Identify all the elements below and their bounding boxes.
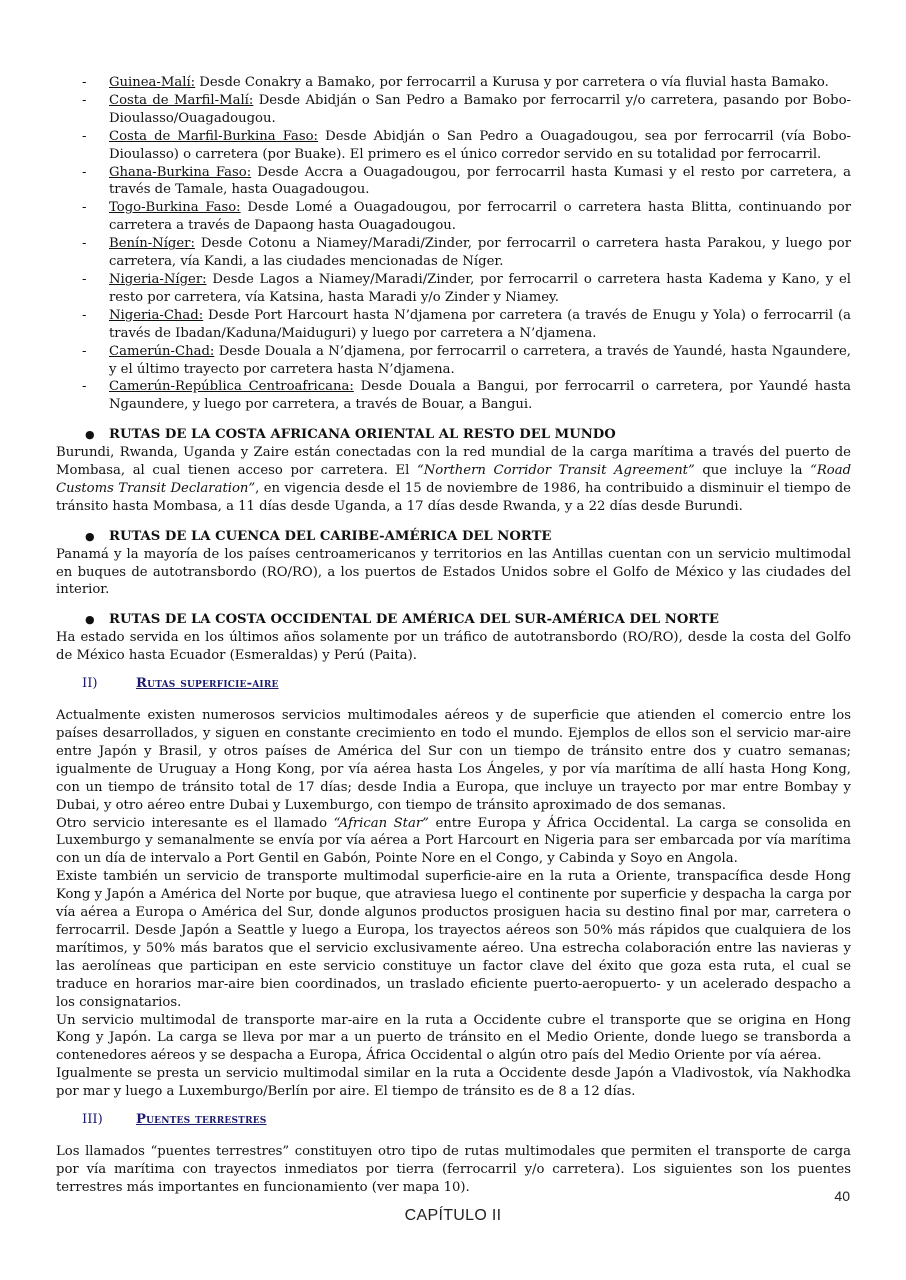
corridor-name: Costa de Marfil-Malí: bbox=[109, 92, 254, 108]
section-title: Rutas superficie-aire bbox=[136, 676, 279, 692]
list-item: - Guinea-Malí: Desde Conakry a Bamako, por ferrocarril a Kurusa y por carretera o vía fluvial hasta Bamako. bbox=[82, 75, 829, 90]
corridor-description: Desde Accra a Ouagadougou, por ferrocarril hasta Kumasi y el resto por carretera, a través de Tamale, hasta Ouagadougou. bbox=[109, 164, 851, 198]
list-item: - Nigeria-Chad: Desde Port Harcourt hasta N’djamena por carretera (a través de Enugu y Yola) o ferrocarril (a través de Ibadan/Kaduna/Maiduguri) y luego por carretera a N’djamena. bbox=[82, 307, 851, 341]
agreement-name: “Northern Corridor Transit Agreement” bbox=[416, 463, 695, 479]
paragraph bbox=[56, 815, 851, 869]
paragraph: Un servicio multimodal de transporte mar-aire en la ruta a Occidente cubre el transporte que se origina en Hong Kong y Japón. La carga se lleva por mar a un puerto de tránsito en el Medio Oriente, donde luego se transborda a contenedores aéreos y se despacha a Europa, África Occidental o algún otro país del Medio Oriente por vía aérea. bbox=[56, 1012, 851, 1064]
section-2-heading bbox=[56, 675, 851, 695]
heading-text: RUTAS DE LA COSTA OCCIDENTAL DE AMÉRICA DEL SUR-AMÉRICA DEL NORTE bbox=[109, 612, 719, 628]
heading-text: RUTAS DE LA CUENCA DEL CARIBE-AMÉRICA DEL NORTE bbox=[109, 528, 552, 544]
corridor-description: Desde Douala a Bangui, por ferrocarril o carretera, por Yaundé hasta Ngaundere, y luego por carretera, a través de Bouar, a Bangui. bbox=[109, 379, 851, 413]
corridor-description: Desde Lomé a Ouagadougou, por ferrocarril o carretera hasta Blitta, continuando por carretera a través de Dapaong hasta Ouagadougou. bbox=[109, 200, 851, 234]
text-run: que incluye la bbox=[694, 463, 811, 479]
bullet-icon: ● bbox=[85, 613, 95, 627]
service-name: “African Star” bbox=[333, 815, 429, 831]
corridor-name: Nigeria-Chad: bbox=[109, 307, 204, 323]
corridor-name: Camerún-Chad: bbox=[109, 343, 215, 359]
corridor-name: Togo-Burkina Faso: bbox=[109, 200, 241, 216]
paragraph: Actualmente existen numerosos servicios multimodales aéreos y de superficie que atienden el comercio entre los países desarrollados, y siguen en constante crecimiento en todo el mundo. Ejemplos de ellos son el servicio mar-aire entre Japón y Brasil, y otros países de América del Sur con un tiempo de tránsito entre dos y cuatro semanas; igualmente de Uruguay a Hong Kong, por vía aérea hasta Los Ángeles, y por vía marítima de allí hasta Hong Kong, con un tiempo de tránsito total de 17 días; desde India a Europa, que incluye un trayecto por mar entre Bombay y Dubai, y otro aéreo entre Dubai y Luxemburgo, con tiempo de tránsito aproximado de dos semanas. bbox=[56, 708, 851, 813]
corridor-name: Nigeria-Níger: bbox=[109, 271, 207, 287]
caribbean-heading bbox=[56, 528, 851, 546]
paragraph: Existe también un servicio de transporte multimodal superficie-aire en la ruta a Oriente, transpacífica desde Hong Kong y Japón a América del Norte por buque, que atraviesa luego el continente por superficie y despacha la carga por vía aérea a Europa o América del Sur, donde algunos productos prosiguen hacia su destino final por mar, carretera o ferrocarril. Desde Japón a Seattle y luego a Europa, los trayectos aéreos son 50% más rápidos que cualquiera de los marítimos, y 50% más baratos que el servicio exclusivamente aéreo. Una estrecha colaboración entre las navieras y las aerolíneas que participan en este servicio constituye un factor clave del éxito que goza esta ruta, el cual se traduce en horarios mar-aire bien coordinados, un traslado eficiente puerto-aeropuerto- y un acelerado despacho a los consignatarios. bbox=[56, 869, 851, 1010]
east-africa-heading bbox=[56, 426, 851, 444]
section-number: III) bbox=[82, 1112, 103, 1128]
text-run: , en vigencia desde el 15 de noviembre de 1986, ha contribuido a disminuir el tiempo de tránsito hasta Mombasa, a 11 días desde Uganda, a 17 días desde Rwanda, y a 22 días desde Burundi. bbox=[56, 480, 851, 514]
west-south-america-heading bbox=[56, 611, 851, 629]
paragraph: Igualmente se presta un servicio multimodal similar en la ruta a Occidente desde Japón a Vladivostok, vía Nakhodka por mar y luego a Luxemburgo/Berlín por aire. El tiempo de tránsito es de 8 a 12 días. bbox=[56, 1066, 851, 1100]
corridor-name: Ghana-Burkina Faso: bbox=[109, 164, 252, 180]
section-title: Puentes terrestres bbox=[136, 1112, 267, 1128]
chapter-footer: CAPÍTULO II bbox=[404, 1207, 502, 1224]
section-number: II) bbox=[82, 676, 98, 692]
corridor-description: Desde Abidján o San Pedro a Bamako por ferrocarril y/o carretera, pasando por Bobo-Dioulasso/Ouagadougou. bbox=[109, 92, 851, 126]
declaration-name: “Road Customs Transit Declaration” bbox=[56, 463, 852, 496]
east-africa-paragraph bbox=[56, 444, 851, 516]
corridor-description: Desde Conakry a Bamako, por ferrocarril a Kurusa y por carretera o vía fluvial hasta Bamako. bbox=[195, 75, 829, 90]
list-item: - Camerún-Chad: Desde Douala a N’djamena, por ferrocarril o carretera, a través de Yaundé, hasta Ngaundere, y el último trayecto por carretera hasta N’djamena. bbox=[82, 343, 851, 377]
list-item: - Togo-Burkina Faso: Desde Lomé a Ouagadougou, por ferrocarril o carretera hasta Blitta, continuando por carretera a través de Dapaong hasta Ouagadougou. bbox=[82, 200, 851, 234]
text-run: Otro servicio interesante es el llamado bbox=[56, 815, 334, 831]
caribbean-paragraph: Panamá y la mayoría de los países centroamericanos y territorios en las Antillas cuentan con un servicio multimodal en buques de autotransbordo (RO/RO), a los puertos de Estados Unidos sobre el Golfo de México y las ciudades del interior. bbox=[56, 546, 851, 598]
text-run: Burundi, Rwanda, Uganda y Zaire están conectadas con la red mundial de la carga marítima a través del puerto de Mombasa, al cual tienen acceso por carretera. El bbox=[56, 445, 851, 479]
list-item: - Nigeria-Níger: Desde Lagos a Niamey/Maradi/Zinder, por ferrocarril o carretera hasta Kadema y Kano, y el resto por carretera, vía Katsina, hasta Maradi y/o Zinder y Niamey. bbox=[82, 271, 851, 305]
west-south-america-paragraph: Ha estado servida en los últimos años solamente por un tráfico de autotransbordo (RO/RO), desde la costa del Golfo de México hasta Ecuador (Esmeraldas) y Perú (Paita). bbox=[56, 630, 851, 664]
list-item: - Costa de Marfil-Burkina Faso: Desde Abidján o San Pedro a Ouagadougou, sea por ferrocarril (vía Bobo-Dioulasso) o carretera (por Buake). El primero es el único corredor servido en su totalidad por ferrocarril. bbox=[82, 128, 851, 162]
corridor-description: Desde Cotonu a Niamey/Maradi/Zinder, por ferrocarril o carretera hasta Parakou, y luego por carretera, vía Kandi, a las ciudades mencionadas de Níger. bbox=[109, 236, 851, 270]
corridor-name: Guinea-Malí: bbox=[109, 75, 196, 90]
list-item: - Costa de Marfil-Malí: Desde Abidján o San Pedro a Bamako por ferrocarril y/o carretera, pasando por Bobo-Dioulasso/Ouagadougou. bbox=[82, 92, 851, 126]
corridor-description: Desde Port Harcourt hasta N’djamena por carretera (a través de Enugu y Yola) o ferrocarril (a través de Ibadan/Kaduna/Maiduguri) y luego por carretera a N’djamena. bbox=[109, 307, 851, 341]
bullet-icon: ● bbox=[85, 529, 95, 543]
corridor-name: Camerún-República Centroafricana: bbox=[109, 379, 354, 395]
heading-text: RUTAS DE LA COSTA AFRICANA ORIENTAL AL RESTO DEL MUNDO bbox=[109, 427, 616, 443]
list-item: - Camerún-República Centroafricana: Desde Douala a Bangui, por ferrocarril o carretera, por Yaundé hasta Ngaundere, y luego por carretera, a través de Bouar, a Bangui. bbox=[82, 379, 851, 413]
corridor-description: Desde Lagos a Niamey/Maradi/Zinder, por ferrocarril o carretera hasta Kadema y Kano, y el resto por carretera, vía Katsina, hasta Maradi y/o Zinder y Niamey. bbox=[109, 271, 851, 305]
list-item: - Ghana-Burkina Faso: Desde Accra a Ouagadougou, por ferrocarril hasta Kumasi y el resto por carretera, a través de Tamale, hasta Ouagadougou. bbox=[82, 164, 851, 198]
corridor-description: Desde Abidján o San Pedro a Ouagadougou, sea por ferrocarril (vía Bobo-Dioulasso) o carretera (por Buake). El primero es el único corredor servido en su totalidad por ferrocarril. bbox=[109, 128, 851, 162]
list-item: - Benín-Níger: Desde Cotonu a Niamey/Maradi/Zinder, por ferrocarril o carretera hasta Parakou, y luego por carretera, vía Kandi, a las ciudades mencionadas de Níger. bbox=[82, 236, 851, 270]
corridor-list bbox=[56, 74, 851, 414]
text-run: entre Europa y África Occidental. La carga se consolida en Luxemburgo y semanalmente se envía por vía aérea a Port Harcourt en Nigeria para ser embarcada por vía marítima con un día de intervalo a Port Gentil en Gabón, Pointe Nore en el Congo, y Cabinda y Soyo en Angola. bbox=[56, 815, 851, 867]
corridor-description: Desde Douala a N’djamena, por ferrocarril o carretera, a través de Yaundé, hasta Ngaundere, y el último trayecto por carretera hasta N’djamena. bbox=[109, 343, 851, 377]
section-3-heading bbox=[56, 1111, 851, 1131]
corridor-name: Benín-Níger: bbox=[109, 236, 195, 252]
corridor-name: Costa de Marfil-Burkina Faso: bbox=[109, 128, 319, 144]
bullet-icon: ● bbox=[85, 428, 95, 442]
paragraph: Los llamados “puentes terrestres” constituyen otro tipo de rutas multimodales que permiten el transporte de carga por vía marítima con trayectos inmediatos por tierra (ferrocarril y/o carretera). Los siguientes son los puentes terrestres más importantes en funcionamiento (ver mapa 10). bbox=[56, 1144, 851, 1195]
page-number: 40 bbox=[834, 1188, 850, 1204]
page-content bbox=[56, 74, 851, 1197]
